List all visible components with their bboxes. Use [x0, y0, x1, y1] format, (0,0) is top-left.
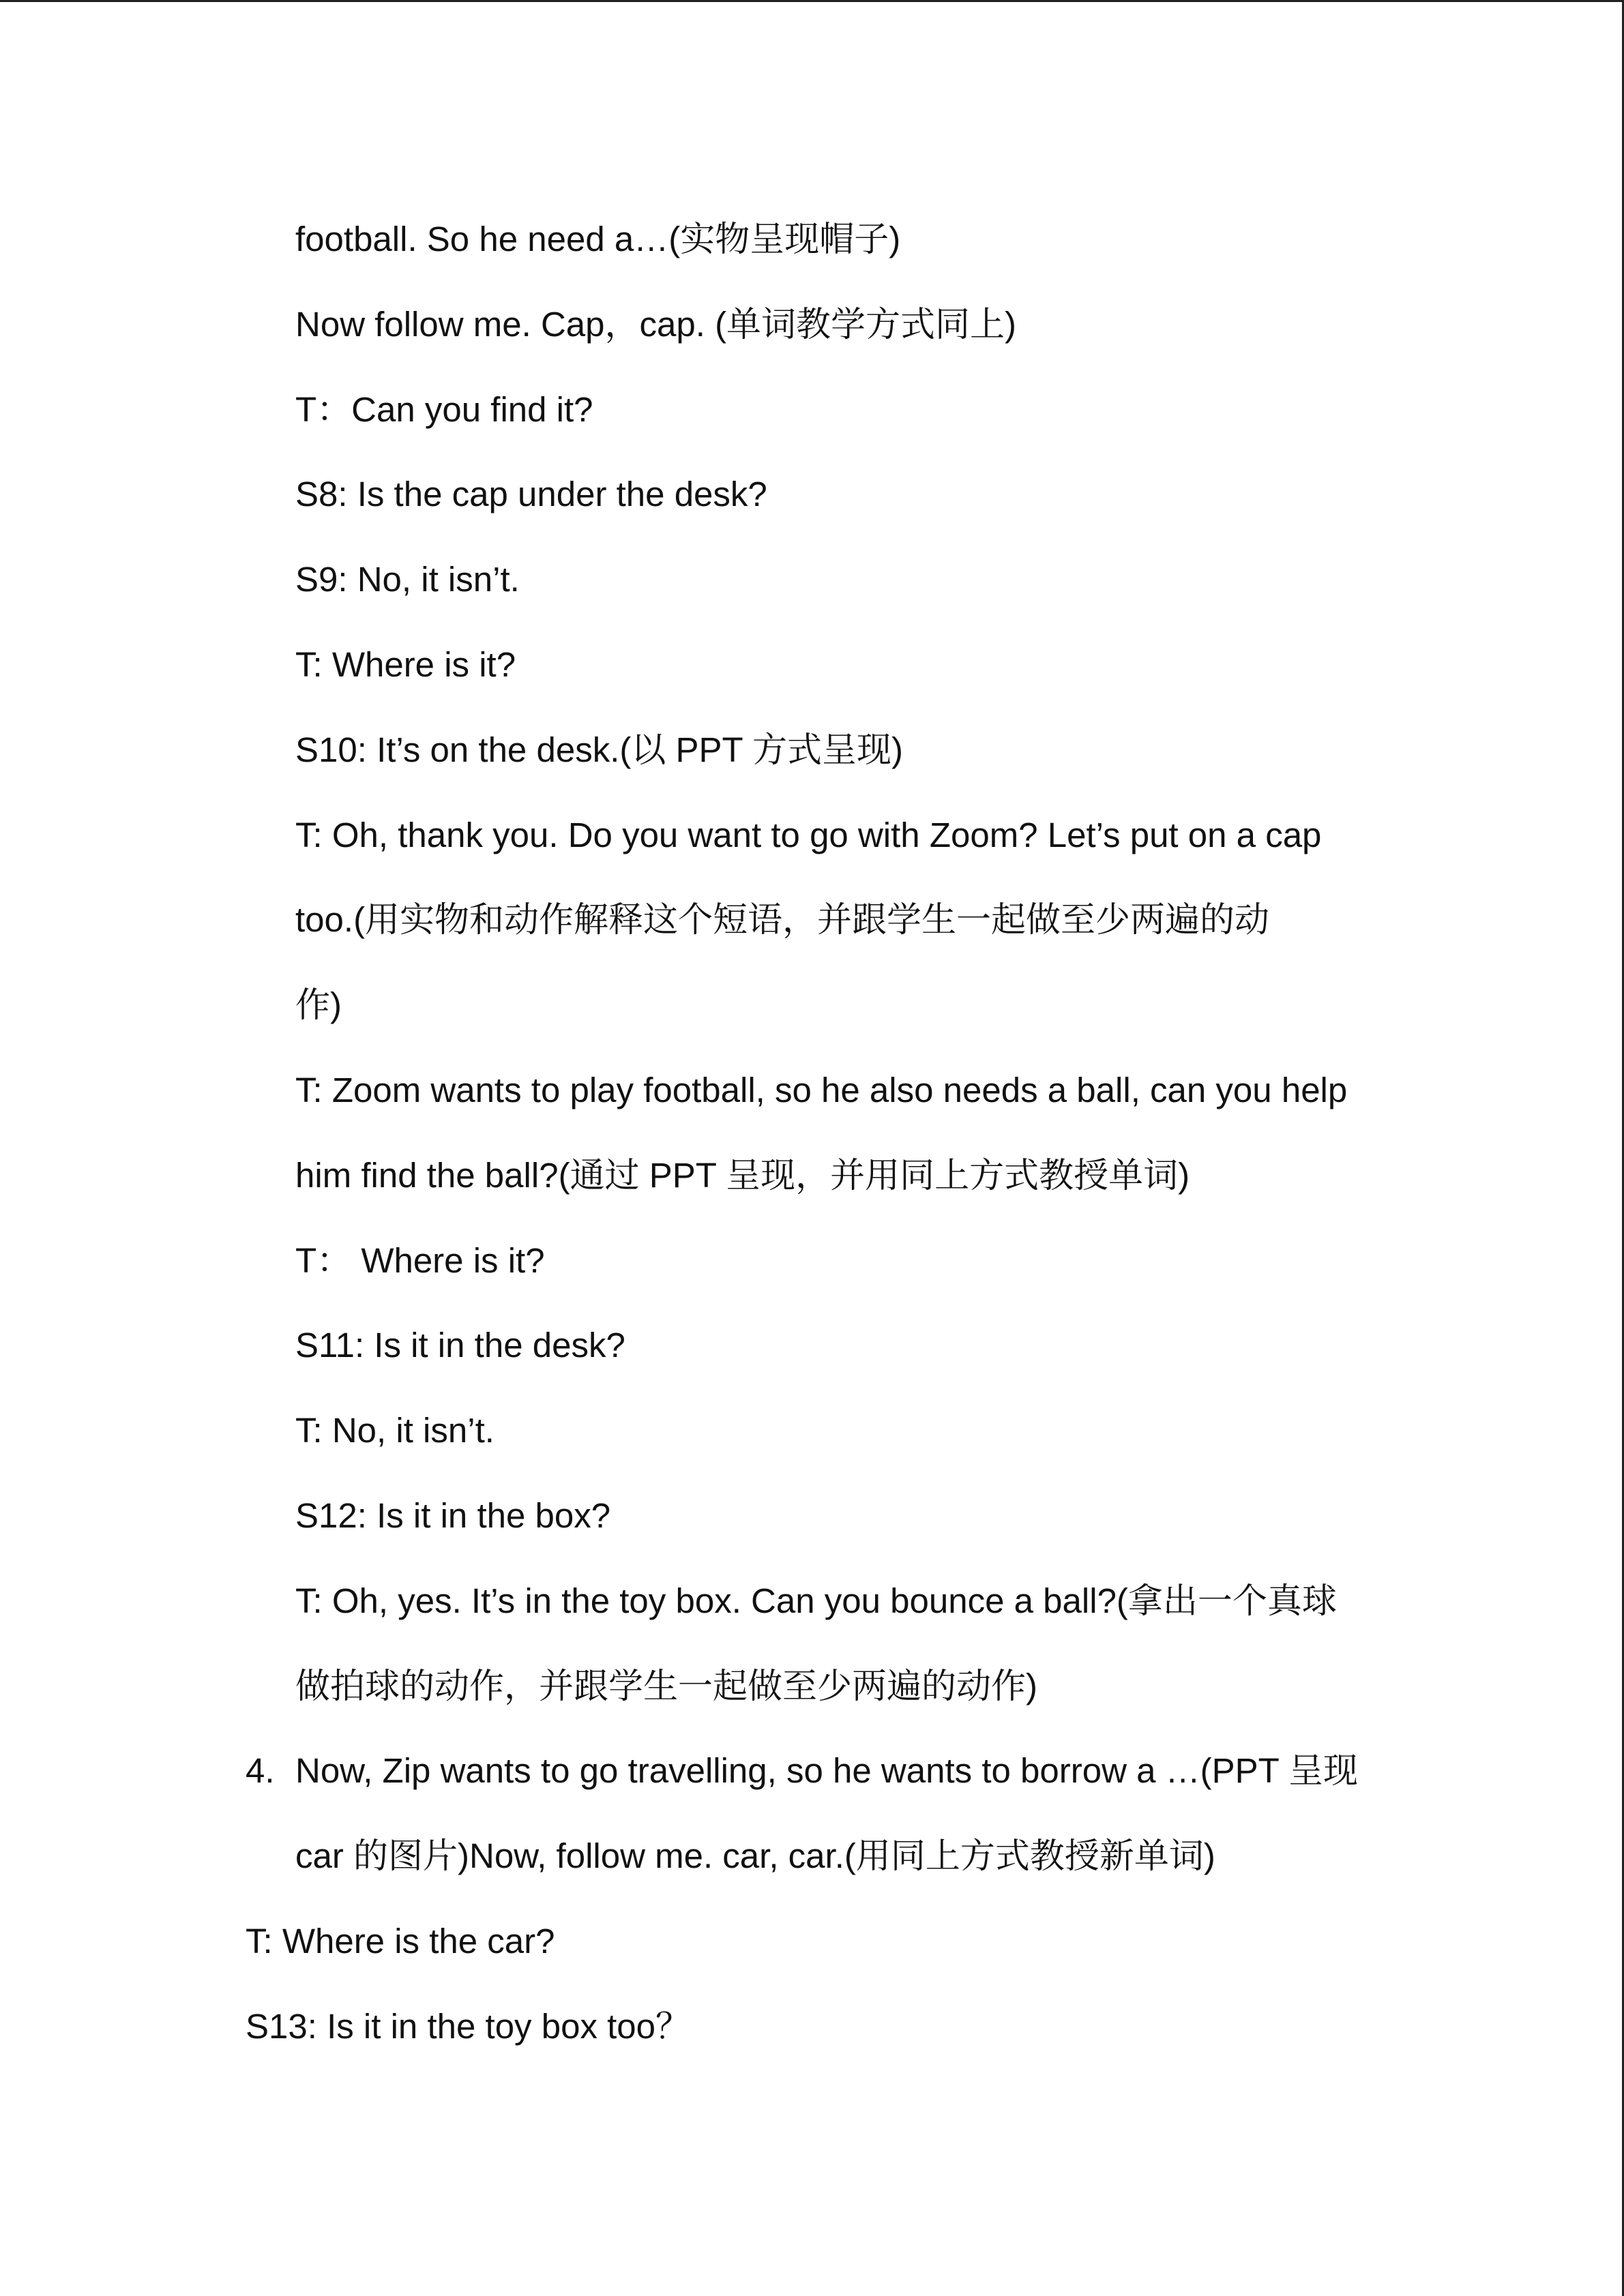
text-line: Now follow me. Cap，cap. (单词教学方式同上)	[295, 305, 1017, 344]
text-line: football. So he need a…(实物呈现帽子)	[295, 220, 901, 258]
text-line: S11: Is it in the desk?	[295, 1326, 625, 1365]
text-line: T: Oh, yes. It’s in the toy box. Can you bounce a ball?(拿出一个真球	[295, 1581, 1337, 1620]
text-line: T： Where is it?	[295, 1241, 545, 1280]
text-line: S13: Is it in the toy box too？	[246, 2007, 691, 2046]
text-line: 做拍球的动作，并跟学生一起做至少两遍的动作)	[295, 1667, 1037, 1705]
text-line: T: Where is the car?	[246, 1922, 555, 1960]
text-line: S12: Is it in the box?	[295, 1496, 611, 1535]
text-line: S9: No, it isn’t.	[295, 560, 520, 599]
text-line: T: No, it isn’t.	[295, 1411, 494, 1450]
top-border	[0, 0, 1624, 2]
text-line: T: Where is it?	[295, 645, 516, 684]
text-line: T: Oh, thank you. Do you want to go with Zoom? Let’s put on a cap	[295, 816, 1322, 854]
text-line: T：Can you find it?	[295, 390, 593, 429]
text-line: S8: Is the cap under the desk?	[295, 475, 767, 513]
text-line: too.(用实物和动作解释这个短语，并跟学生一起做至少两遍的动	[295, 900, 1270, 939]
text-line: 作)	[295, 985, 342, 1024]
list-number: 4.	[246, 1751, 275, 1790]
text-line: T: Zoom wants to play football, so he also needs a ball, can you help	[295, 1071, 1348, 1109]
text-line: him find the ball?(通过 PPT 呈现，并用同上方式教授单词)	[295, 1156, 1190, 1195]
text-line: S10: It’s on the desk.(以 PPT 方式呈现)	[295, 730, 903, 769]
list-item-text: car 的图片)Now, follow me. car, car.(用同上方式教授新单词)	[295, 1836, 1215, 1875]
list-item-text: Now, Zip wants to go travelling, so he wants to borrow a …(PPT 呈现	[295, 1751, 1359, 1790]
